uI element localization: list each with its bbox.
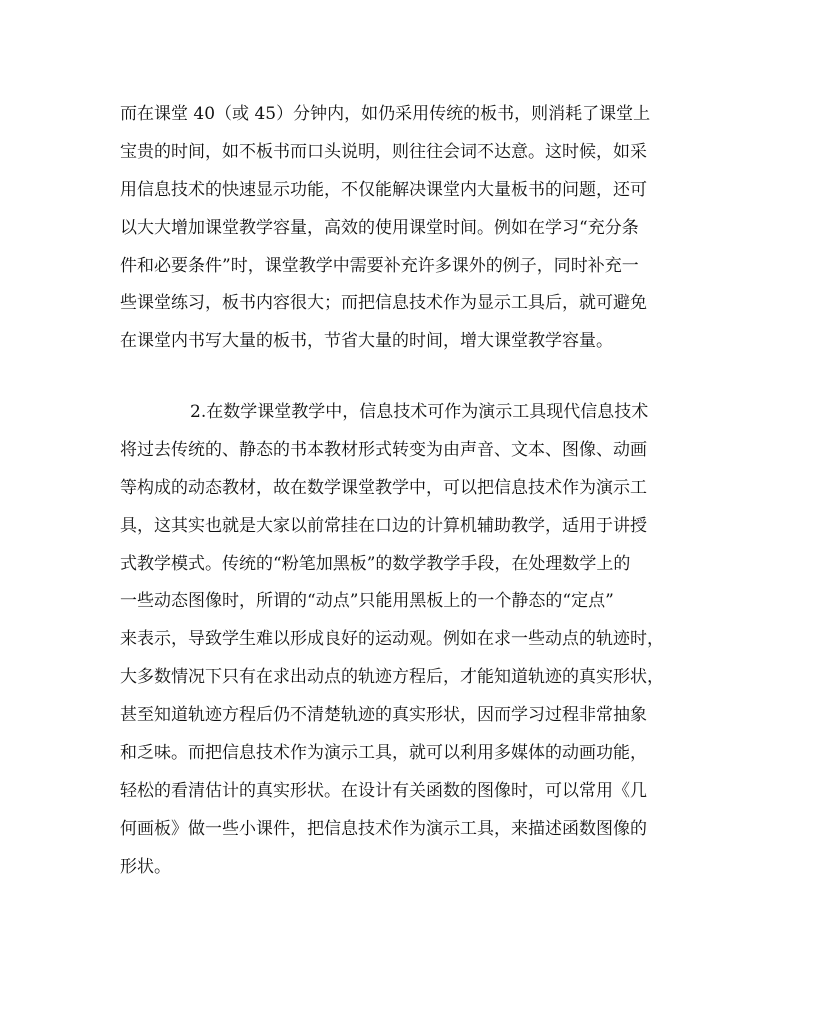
paragraph-line: 和乏味。而把信息技术作为演示工具，就可以利用多媒体的动画功能， [120, 743, 647, 764]
paragraph-line: 以大大增加课堂教学容量，高效的使用课堂时间。例如在学习“充分条 [120, 217, 639, 238]
paragraph-line: 而在课堂 40（或 45）分钟内，如仍采用传统的板书，则消耗了课堂上 [120, 104, 651, 124]
paragraph-line: 具，这其实也就是大家以前常挂在口边的计算机辅助教学，适用于讲授 [120, 515, 647, 536]
paragraph-1 [120, 96, 700, 361]
paragraph-line: 来表示，导致学生难以形成良好的运动观。例如在求一些动点的轨迹时， [120, 629, 664, 650]
paragraph-line: 用信息技术的快速显示功能，不仅能解决课堂内大量板书的问题，还可 [120, 179, 647, 200]
paragraph-2 [120, 394, 700, 887]
paragraph-line-indented: 2.在数学课堂教学中，信息技术可作为演示工具现代信息技术 [190, 402, 649, 422]
paragraph-line: 形状。 [120, 856, 171, 877]
paragraph-line: 大多数情况下只有在求出动点的轨迹方程后，才能知道轨迹的真实形状， [120, 667, 664, 688]
paragraph-line: 将过去传统的、静态的书本教材形式转变为由声音、文本、图像、动画 [120, 439, 647, 460]
paragraph-line: 等构成的动态教材，故在数学课堂教学中，可以把信息技术作为演示工 [120, 477, 647, 498]
paragraph-line: 甚至知道轨迹方程后仍不清楚轨迹的真实形状，因而学习过程非常抽象 [120, 705, 647, 726]
paragraph-line: 在课堂内书写大量的板书，节省大量的时间，增大课堂教学容量。 [120, 331, 613, 352]
paragraph-line: 些课堂练习，板书内容很大；而把信息技术作为显示工具后，就可避免 [120, 293, 647, 314]
paragraph-line: 一些动态图像时，所谓的“动点”只能用黑板上的一个静态的“定点” [120, 591, 614, 612]
paragraph-line: 轻松的看清估计的真实形状。在设计有关函数的图像时，可以常用《几 [120, 780, 647, 801]
paragraph-line: 宝贵的时间，如不板书而口头说明，则往往会词不达意。这时候，如采 [120, 141, 647, 162]
paragraph-line: 何画板》做一些小课件，把信息技术作为演示工具，来描述函数图像的 [120, 818, 647, 839]
paragraph-line: 件和必要条件”时，课堂教学中需要补充许多课外的例子，同时补充一 [120, 255, 639, 276]
paragraph-line: 式教学模式。传统的“粉笔加黑板”的数学教学手段，在处理数学上的 [120, 553, 631, 574]
